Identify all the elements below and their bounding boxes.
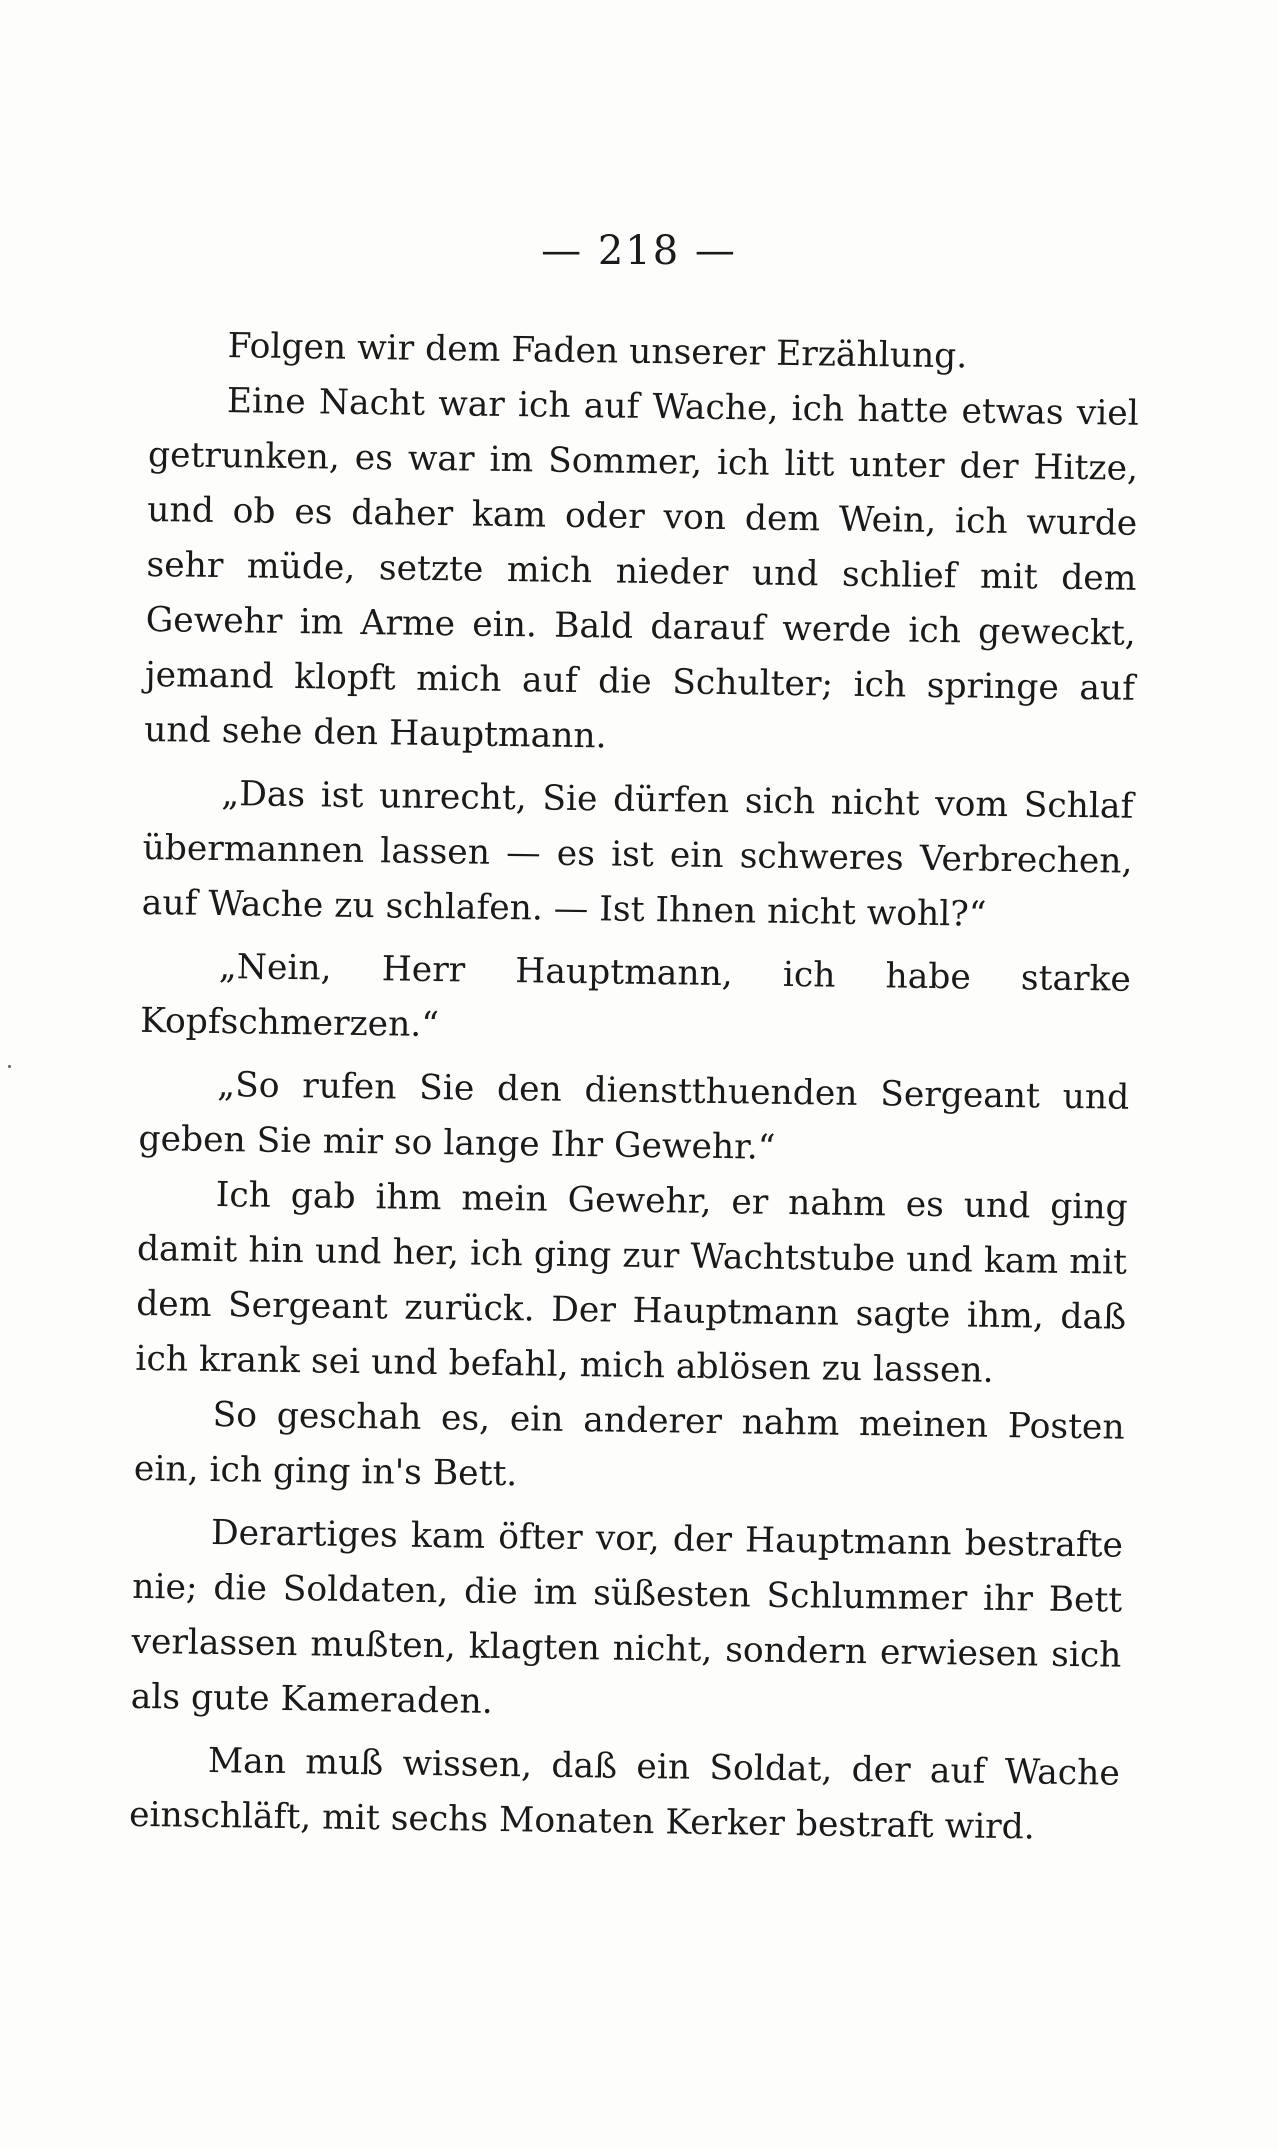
paragraph: Eine Nacht war ich auf Wache, ich hatte etwas viel getrunken, es war im Sommer, ich litt unter der Hitze, und ob es daher kam oder von dem Wein, ich wurde sehr müde, setzte mich nieder und schlief mit dem Gewehr im Arme ein. Bald darauf werde ich geweckt, jemand klopft mich auf die Schulter; ich springe auf und sehe den Hauptmann. <box>143 381 1140 757</box>
page-number: — 218 — <box>541 228 737 274</box>
paragraph: „Nein, Herr Hauptmann, ich habe starke Kopfschmerzen.“ <box>139 947 1132 1046</box>
paragraph: „Das ist unrecht, Sie dürfen sich nicht vom Schlaf übermannen lassen — es ist ein schweres Verbrechen, auf Wache zu schlafen. — Ist Ihnen nicht wohl?“ <box>141 774 1134 935</box>
paper-speckle <box>8 1065 11 1068</box>
paragraph: „So rufen Sie den dienstthuenden Sergeant und geben Sie mir so lange Ihr Gewehr.“ <box>138 1065 1130 1168</box>
paragraph: So geschah es, ein anderer nahm meinen Posten ein, ich ging in's Bett. <box>133 1394 1125 1495</box>
paragraph: Derartiges kam öfter vor, der Hauptmann bestrafte nie; die Soldaten, die im süßesten Schlummer ihr Bett verlassen mußten, klagten nicht, sondern erwiesen sich als gute Kameraden. <box>130 1512 1124 1722</box>
paragraph: Man muß wissen, daß ein Soldat, der auf Wache einschläft, mit sechs Monaten Kerker bestraft wird. <box>128 1740 1121 1848</box>
paragraph: Ich gab ihm mein Gewehr, er nahm es und ging damit hin und her, ich ging zur Wachtstube und kam mit dem Sergeant zurück. Der Hauptmann sagte ihm, daß ich krank sei und befahl, mich ablösen zu lassen. <box>135 1175 1128 1391</box>
body-text <box>129 318 1140 1857</box>
paragraph: Folgen wir dem Faden unserer Erzählung. <box>227 326 968 377</box>
